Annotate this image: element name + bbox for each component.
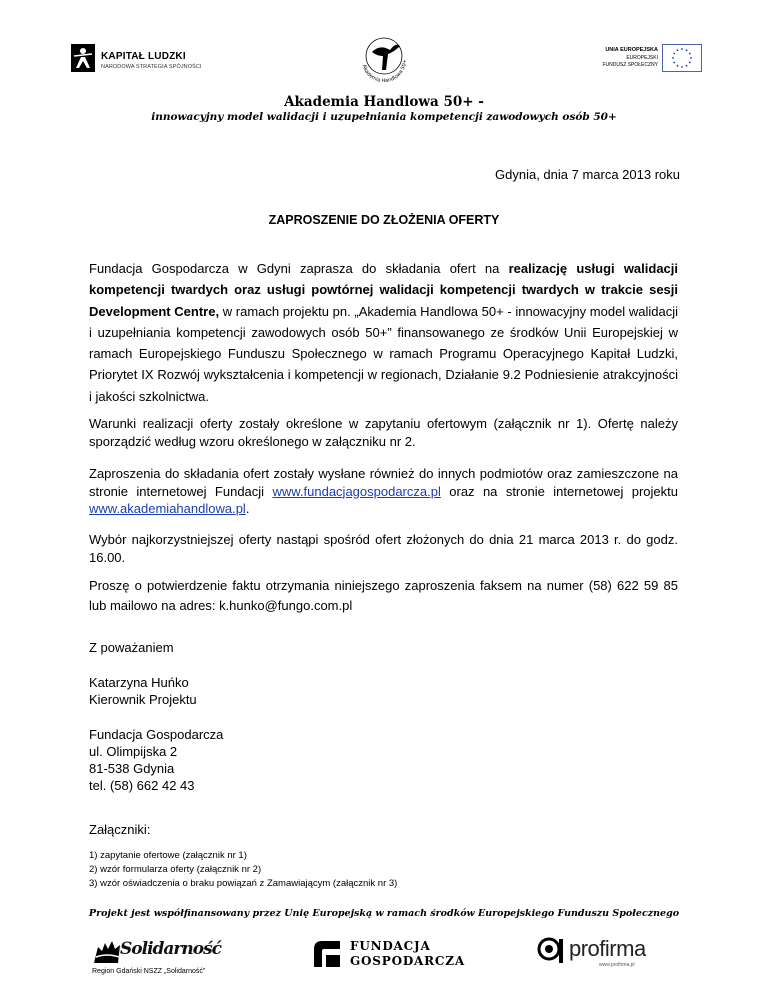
eu-star-icon (689, 53, 691, 55)
paragraph-publication (89, 465, 678, 518)
address-street: ul. Olimpijska 2 (89, 744, 178, 759)
akademia-handlowa-emblem-icon (350, 22, 418, 90)
eu-star-icon (681, 48, 683, 50)
solidarnosc-logo (92, 935, 232, 983)
invitation-heading: ZAPROSZENIE DO ZŁOŻENIA OFERTY (268, 213, 500, 227)
paragraph-publication-part-b: oraz na stronie internetowej projektu (440, 483, 678, 499)
eu-star-icon (673, 62, 675, 64)
address-phone: tel. (58) 662 42 43 (89, 778, 195, 793)
paragraph-deadline: Wybór najkorzystniejszej oferty nastąpi spośród ofert złożonych do dnia 21 marca 2013 r. do godz. 16.00. (89, 532, 678, 565)
eu-star-icon (686, 65, 688, 67)
link-project-website[interactable]: www.akademiahandlowa.pl (89, 501, 246, 516)
eu-star-icon (689, 62, 691, 64)
eu-flag-icon (662, 44, 702, 72)
kapital-ludzki-logo (68, 38, 203, 78)
solidarnosc-caption: Region Gdański NSZZ „Solidarność” (92, 968, 206, 975)
profirma-emblem-icon (537, 935, 567, 971)
profirma-subtext: www.profirma.pl (599, 962, 635, 968)
eu-star-icon (673, 53, 675, 55)
paragraph-confirmation: Proszę o potwierdzenie faktu otrzymania niniejszego zaproszenia faksem na numer (58) 622 59 85 lub mailowo na adres: k.hunko@fungo.com.pl (89, 578, 678, 613)
eu-logo-line2: EUROPEJSKI (626, 55, 658, 61)
akademia-handlowa-arc-text: Akademia Handlowa 50+ (360, 59, 409, 85)
signature-name: Katarzyna Huńko (89, 675, 189, 690)
eu-star-icon (686, 49, 688, 51)
eu-star-icon (672, 57, 674, 59)
paragraph-intro-part-a: Fundacja Gospodarcza w Gdyni zaprasza do składania ofert na (89, 261, 509, 276)
attachment-item: 2) wzór formularza oferty (załącznik nr 2) (89, 864, 262, 875)
closing-text: Z poważaniem (89, 640, 174, 655)
fundacja-gospodarcza-logo (310, 935, 470, 975)
profirma-wordmark: profirma (569, 936, 646, 961)
paragraph-intro-bold: realizację usługi walidacji kompetencji twardych oraz usługi powtórnej walidacji kompetencji twardych w trakcie sesji Development Centre, (89, 261, 679, 319)
eu-star-icon (681, 66, 683, 68)
eu-star-icon (677, 65, 679, 67)
paragraph-intro-part-b: w ramach projektu pn. „Akademia Handlowa 50+ - innowacyjny model walidacji i uzupełniania kompetencji zawodowych osób 50+” finansowanego ze środków Unii Europejskiej w ramach Europejskiego Funduszu Społecznego w ramach Programu Operacyjnego Kapitał Ludzki, Priorytet IX Rozwój wykształcenia i kompetencji w regionach, Działanie 9.2 Podniesienie atrakcyjności i jakości szkolnictwa. (89, 303, 678, 404)
attachments-label: Załączniki: (89, 822, 151, 837)
address-city: 81-538 Gdynia (89, 761, 175, 776)
fundacja-gospodarcza-line2: GOSPODARCZA (350, 954, 465, 968)
attachment-item: 3) wzór oświadczenia o braku powiązań z Zamawiającym (załącznik nr 3) (89, 878, 398, 889)
paragraph-publication-part-c: . (245, 501, 250, 516)
paragraph-publication-part-a: Zaproszenia do składania ofert zostały wysłane również do innych podmiotów oraz zamieszczone na stronie internetowej Fundacji (89, 466, 678, 499)
signature-role: Kierownik Projektu (89, 692, 197, 707)
kapital-ludzki-title: KAPITAŁ LUDZKI (101, 51, 186, 62)
kapital-ludzki-subtitle: NARODOWA STRATEGIA SPÓJNOŚCI (101, 64, 202, 70)
profirma-logo (537, 933, 677, 975)
akademia-handlowa-logo (350, 22, 418, 90)
eu-logo-line3: FUNDUSZ SPOŁECZNY (602, 62, 658, 68)
unia-europejska-logo (594, 44, 704, 74)
solidarnosc-emblem-icon (92, 937, 122, 967)
kapital-ludzki-emblem-icon (68, 38, 98, 78)
eu-star-icon (677, 49, 679, 51)
document-date: Gdynia, dnia 7 marca 2013 roku (495, 167, 680, 182)
cofinancing-note: Projekt jest współfinansowany przez Unię Europejską w ramach środków Europejskiego Funduszu Społecznego (88, 908, 680, 919)
eu-star-icon (690, 57, 692, 59)
attachment-item: 1) zapytanie ofertowe (załącznik nr 1) (89, 850, 247, 861)
document-subtitle: innowacyjny model walidacji i uzupełniania kompetencji zawodowych osób 50+ (151, 111, 617, 123)
paragraph-intro (89, 258, 678, 407)
eu-logo-line1: UNIA EUROPEJSKA (605, 47, 658, 53)
link-fundacja-website[interactable]: www.fundacjagospodarcza.pl (272, 483, 441, 499)
document-title: Akademia Handlowa 50+ - (284, 94, 484, 110)
fundacja-gospodarcza-line1: FUNDACJA (350, 939, 431, 953)
address-org: Fundacja Gospodarcza (89, 727, 224, 742)
fundacja-gospodarcza-emblem-icon (310, 937, 344, 971)
paragraph-conditions: Warunki realizacji oferty zostały określone w zapytaniu ofertowym (załącznik nr 1). Ofertę należy sporządzić według wzoru określonego w załączniku nr 2. (89, 416, 678, 449)
solidarnosc-wordmark: Solidarność (120, 939, 222, 959)
